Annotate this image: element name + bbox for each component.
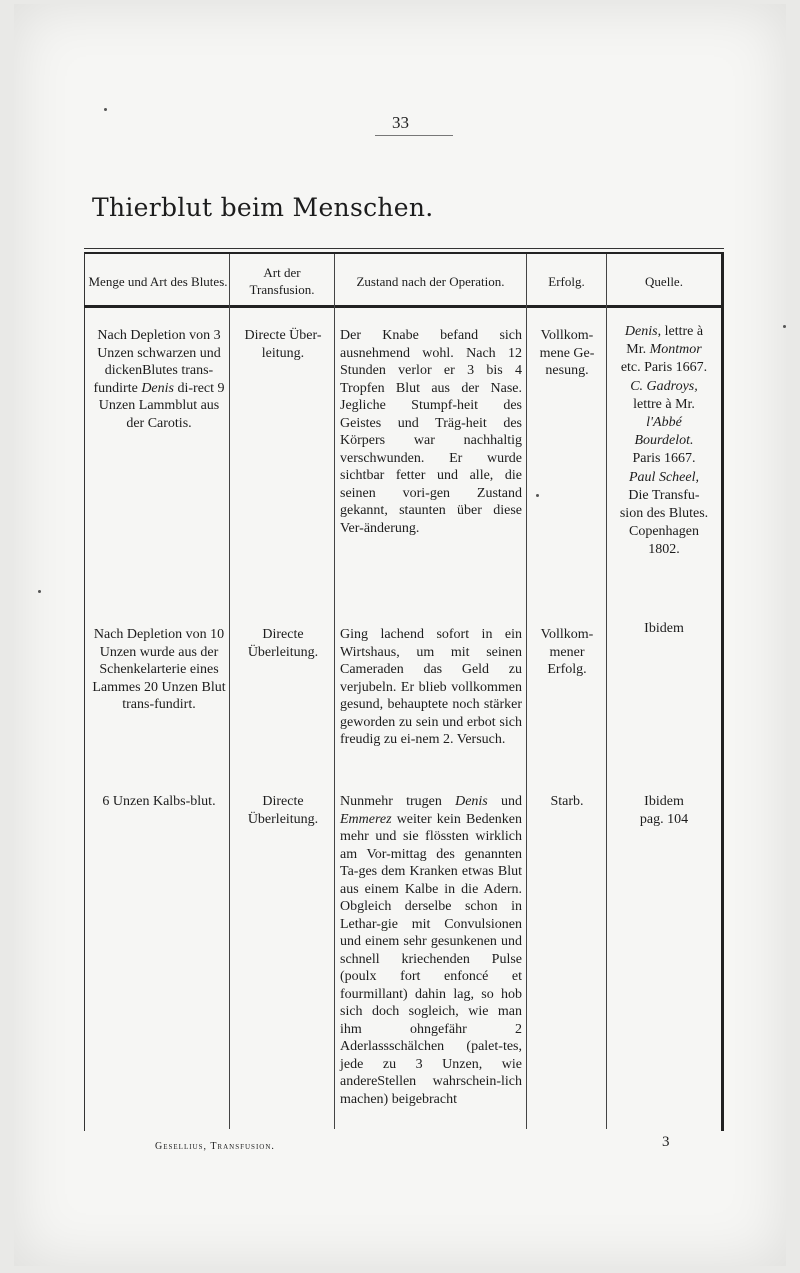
column-header-zustand: Zustand nach der Operation. (356, 273, 505, 289)
row3-quelle-line: pag. 104 (639, 811, 689, 827)
row1-art: Directe Über-leitung. (244, 328, 322, 361)
paper-speck (536, 494, 539, 497)
row1-quelle-line: Mr. Montmor (626, 342, 702, 358)
row1-quelle-italic: Denis (624, 324, 658, 339)
column-header-menge: Menge und Art des Blutes. (88, 273, 228, 289)
row3-zustand-emmerez: Emmerez (340, 811, 392, 827)
row1-quelle-line: Paris 1667. (632, 451, 696, 467)
row2-art: Directe Überleitung. (247, 627, 319, 660)
row3-quelle-line: Ibidem (644, 794, 684, 809)
row1-zustand: Der Knabe befand sich ausnehmend wohl. Nach 12 Stunden verlor er 3 bis 4 Tropfen Blut aus der Nase. Jegliche Stumpf-heit des Geistes und Träg-heit des Körpers war nachhaltig verschwunden. Er wurde sichtbar fetter und alle, die seinen vori-gen Zustand gekannt, staunten über diese Ver-änderung. (340, 328, 522, 536)
signature-mark: 3 (662, 1134, 670, 1150)
page-number: 33 (392, 113, 409, 132)
row1-quelle-line: Bourdelot. (634, 433, 694, 449)
row1-menge-denis: Denis (141, 380, 174, 396)
row1-quelle-line: C. Gadroys, (630, 378, 698, 394)
row2-zustand: Ging lachend sofort in ein Wirtshaus, um mit seinen Cameraden das Geld zu verjubeln. Er blieb vollkommen gesund, behauptete noch stärker geworden zu sein und erbot sich freudig zu ei-nem 2. Versuch. (340, 627, 522, 747)
column-header-quelle: Quelle. (645, 273, 683, 289)
row2-quelle: Ibidem (644, 621, 684, 636)
row3-zustand-text: und (487, 794, 522, 809)
column-divider (606, 254, 607, 1129)
table-header-rule (84, 305, 723, 308)
paper-speck (783, 325, 786, 328)
row1-quelle-line: l'Abbé (646, 415, 682, 431)
row2-menge: Nach Depletion von 10 Unzen wurde aus der Schenkelarterie eines Lammes 20 Unzen Blut trans-fundirt. (92, 627, 226, 712)
row1-erfolg: Vollkom-mene Ge-nesung. (539, 328, 595, 378)
column-header-erfolg: Erfolg. (548, 273, 585, 289)
section-heading: Thierblut beim Menschen. (92, 193, 434, 222)
column-divider (334, 254, 335, 1129)
row1-quelle-line: Paul Scheel, (629, 469, 699, 485)
row1-quelle-line: sion des Blutes. (619, 506, 709, 522)
row3-erfolg: Starb. (550, 794, 584, 809)
row3-zustand (340, 793, 522, 1108)
row2-erfolg: Vollkom-mener Erfolg. (540, 627, 594, 677)
row1-quelle-line: lettre à Mr. (633, 396, 695, 412)
row3-art: Directe Überleitung. (247, 794, 319, 827)
column-divider (526, 254, 527, 1129)
page-number-rule (375, 135, 453, 136)
paper-speck (38, 590, 41, 593)
running-footer-title: Gesellius, Transfusion. (155, 1141, 275, 1152)
row1-quelle-line: etc. Paris 1667. (620, 360, 708, 376)
row3-quelle (610, 793, 718, 828)
row3-zustand-denis: Denis (455, 794, 488, 809)
column-header-art: Art der Transfusion. (249, 265, 315, 297)
row1-menge-text: di-rect 9 Unzen Lammblut aus der Carotis. (98, 380, 225, 431)
row3-menge: 6 Unzen Kalbs-blut. (102, 794, 216, 809)
paper-speck (104, 108, 107, 111)
heading-rule (84, 248, 724, 249)
row1-menge-text: Nach Depletion von 3 Unzen schwarzen und dickenBlutes trans-fundirte (93, 328, 221, 396)
row1-quelle-line: Die Transfu- (628, 487, 700, 503)
row1-quelle-line: Copenhagen (629, 524, 699, 540)
row1-quelle-italic: Montmor (649, 342, 702, 358)
row3-zustand-text: Nunmehr trugen (340, 794, 456, 809)
row3-zustand-text: weiter kein Bedenken mehr und sie flössten wirklich am Vor-mittag des genannten Ta-ges dem Kranken etwas Blut aus einem Kalbe in die Adern. Obgleich derselbe schon in Lethar-gie mit Convulsionen und einem sehr gesunkenen und schnell kriechenden Pulse (poulx fort enfoncé et fourmillant) dahin lag, so hob sich doch sogleich, wie man ihm ohngefähr 2 Aderlassschälchen (palet-tes, jede zu 3 Unzen, wie andereStellen wahrschein-lich machen) beigebracht (340, 811, 522, 1107)
column-divider (229, 254, 230, 1129)
row1-quelle-line: Denis, lettre à (624, 324, 704, 339)
row1-quelle-line: 1802. (648, 542, 680, 558)
row1-menge (92, 327, 226, 432)
row1-quelle (610, 323, 718, 560)
